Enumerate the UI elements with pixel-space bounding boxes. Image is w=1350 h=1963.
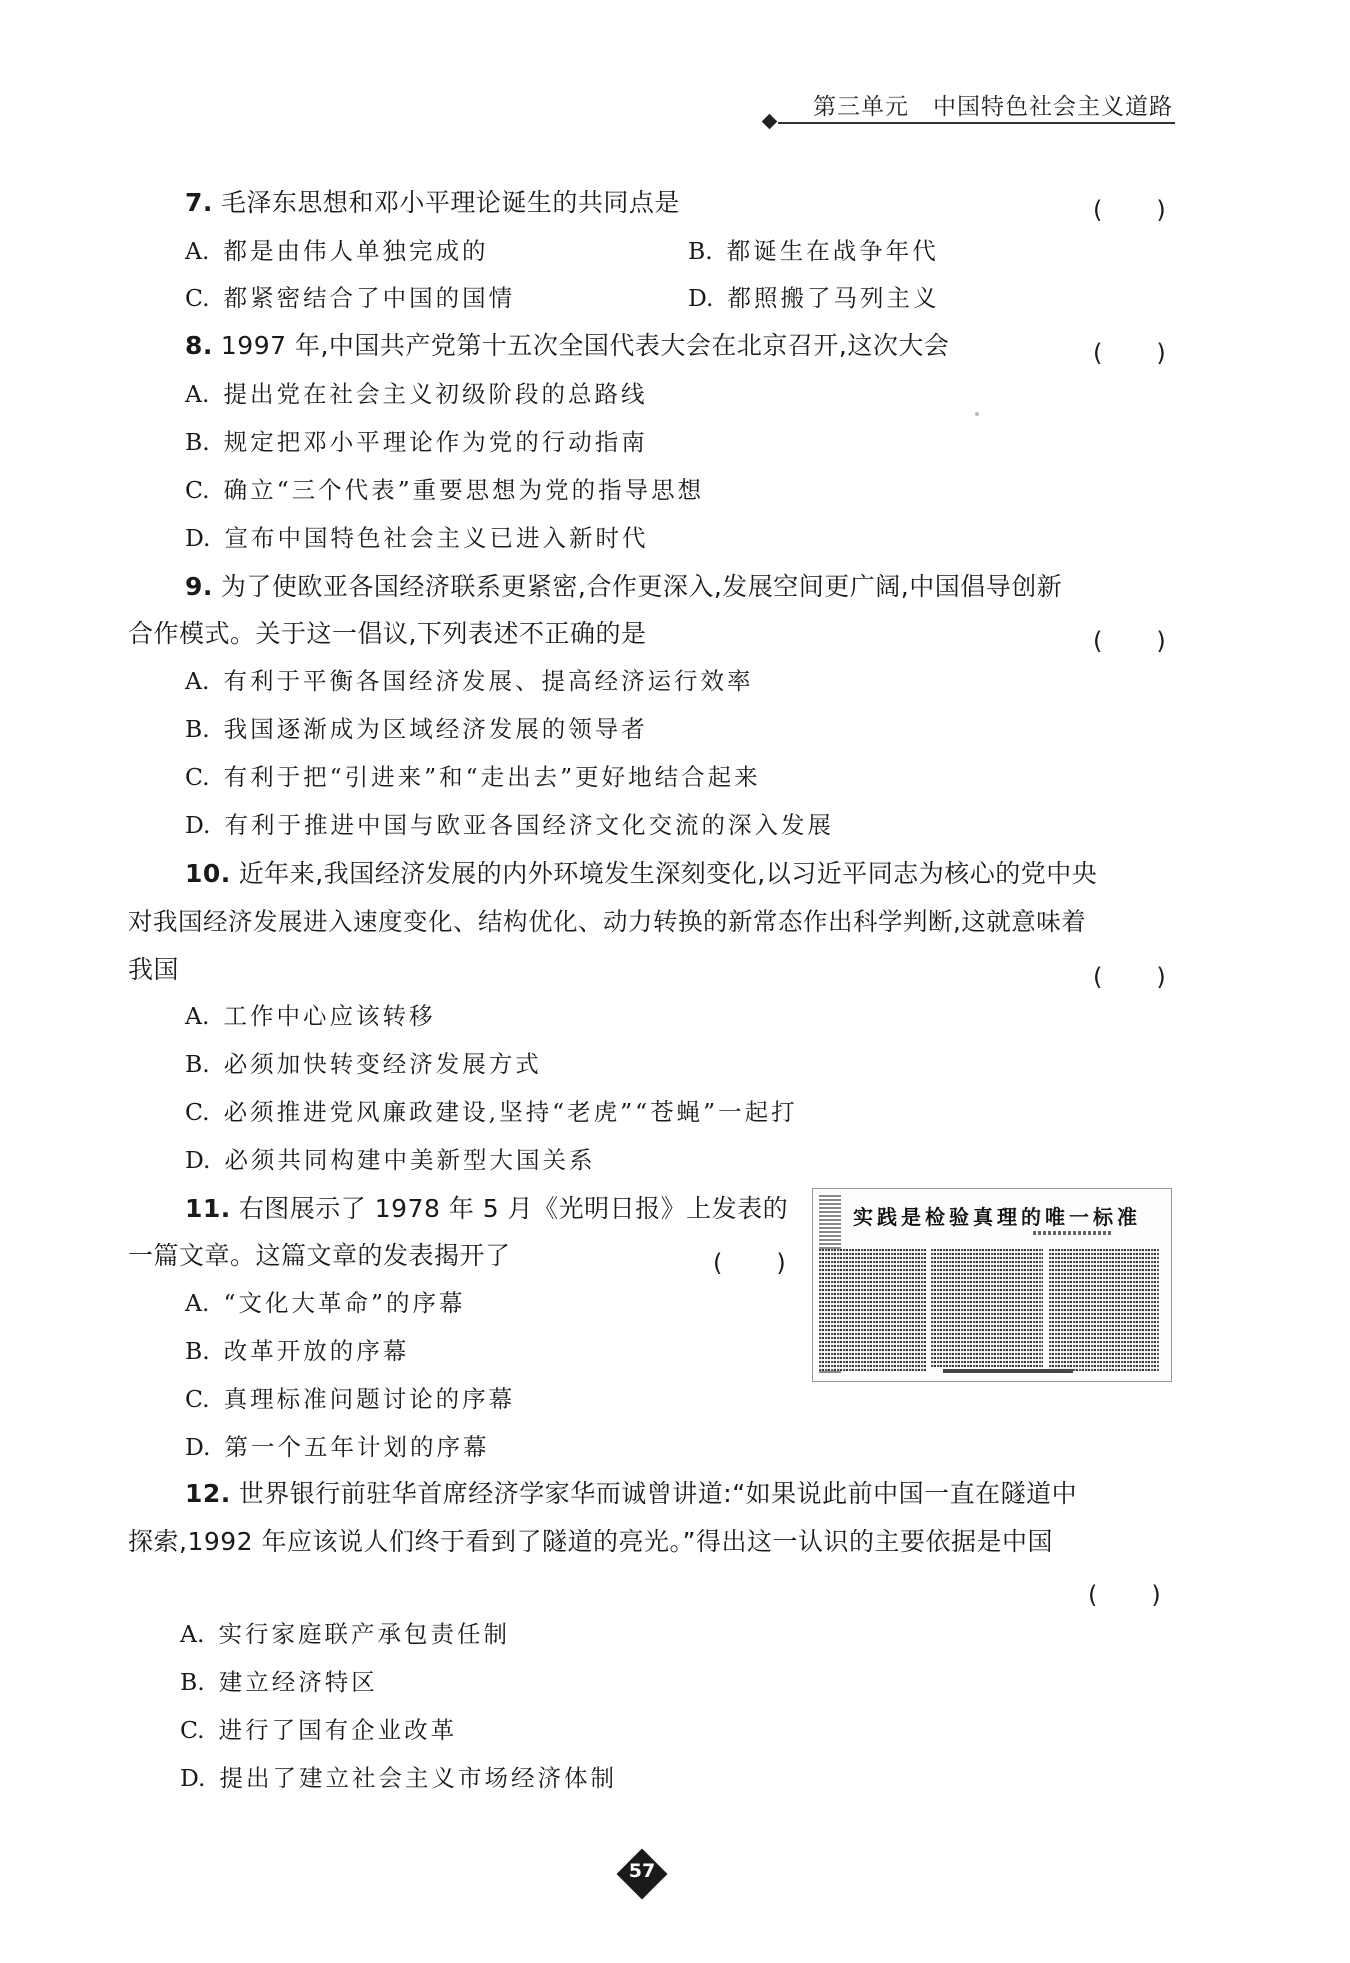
option-label: C. [180, 1716, 205, 1744]
question-number: 7. [185, 188, 213, 217]
option-label: D. [185, 524, 211, 552]
option-label: C. [185, 284, 210, 312]
option-a[interactable] [185, 380, 647, 408]
question-number: 9. [185, 572, 213, 601]
option-d[interactable] [185, 1433, 489, 1461]
option-b[interactable] [688, 237, 939, 265]
question-12-stem [185, 1479, 1077, 1509]
option-text: 第一个五年计划的序幕 [224, 1433, 490, 1461]
option-a[interactable] [185, 1289, 465, 1317]
option-text: 规定把邓小平理论作为党的行动指南 [223, 428, 648, 456]
option-label: A. [185, 1289, 210, 1317]
question-number: 12. [185, 1479, 231, 1508]
option-label: C. [185, 476, 210, 504]
option-label: D. [185, 1146, 211, 1174]
option-label: C. [185, 1098, 210, 1126]
option-text: 提出党在社会主义初级阶段的总路线 [223, 380, 648, 408]
stem-text: 世界银行前驻华首席经济学家华而诚曾讲道:“如果说此前中国一直在隧道中 [238, 1479, 1078, 1508]
option-text: 真理标准问题讨论的序幕 [223, 1385, 516, 1413]
option-label: A. [185, 237, 210, 265]
newspaper-column [1049, 1249, 1159, 1371]
newspaper-column [819, 1249, 927, 1371]
option-b[interactable] [185, 1050, 542, 1078]
option-c[interactable] [180, 1716, 457, 1744]
option-text: 进行了国有企业改革 [218, 1716, 458, 1744]
question-11-stem-line2: 一篇文章。这篇文章的发表揭开了 [128, 1241, 511, 1270]
option-text: 提出了建立社会主义市场经济体制 [219, 1764, 617, 1792]
option-text: 都照搬了马列主义 [727, 284, 940, 312]
option-d[interactable] [180, 1764, 617, 1792]
header-rule [778, 122, 1175, 124]
option-text: 必须推进党风廉政建设,坚持“老虎”“苍蝇”一起打 [223, 1098, 798, 1126]
option-label: A. [185, 667, 210, 695]
option-text: 改革开放的序幕 [223, 1337, 410, 1365]
option-b[interactable] [185, 715, 648, 743]
stem-text: 1997 年,中国共产党第十五次全国代表大会在北京召开,这次大会 [220, 331, 950, 360]
question-12-stem-line2: 探索,1992 年应该说人们终于看到了隧道的亮光。”得出这一认识的主要依据是中国 [128, 1527, 1053, 1556]
newspaper-headline: 实践是检验真理的唯一标准 [853, 1205, 1141, 1229]
option-d[interactable] [185, 811, 834, 839]
question-7-stem [185, 188, 680, 218]
option-label: A. [180, 1620, 205, 1648]
question-10-stem-line3: 我国 [128, 955, 180, 984]
option-a[interactable] [185, 667, 753, 695]
question-9-stem [185, 572, 1062, 602]
stem-text: 右图展示了 1978 年 5 月《光明日报》上发表的 [238, 1194, 789, 1223]
question-number: 8. [185, 331, 213, 360]
option-label: B. [185, 1050, 210, 1078]
option-d[interactable] [185, 524, 648, 552]
newspaper-footer [943, 1369, 1073, 1373]
stem-text: 毛泽东思想和邓小平理论诞生的共同点是 [220, 188, 680, 217]
question-number: 10. [185, 859, 231, 888]
option-c[interactable] [185, 1385, 515, 1413]
option-a[interactable] [180, 1620, 510, 1648]
option-b[interactable] [185, 1337, 409, 1365]
option-label: C. [185, 1385, 210, 1413]
answer-blank[interactable]: ( ) [1093, 196, 1168, 224]
option-a[interactable] [185, 237, 488, 265]
option-text: 都紧密结合了中国的国情 [223, 284, 516, 312]
option-text: 我国逐渐成为区域经济发展的领导者 [223, 715, 648, 743]
option-label: D. [688, 284, 714, 312]
question-10-stem-line2: 对我国经济发展进入速度变化、结构优化、动力转换的新常态作出科学判断,这就意味着 [128, 907, 1087, 936]
question-11-stem [185, 1194, 788, 1224]
question-9-stem-line2: 合作模式。关于这一倡议,下列表述不正确的是 [128, 619, 647, 648]
answer-blank[interactable]: ( ) [1093, 963, 1168, 991]
option-label: B. [688, 237, 713, 265]
option-text: 有利于平衡各国经济发展、提高经济运行效率 [223, 667, 754, 695]
page-header [760, 88, 1175, 122]
option-text: 都是由伟人单独完成的 [223, 237, 489, 265]
answer-blank[interactable]: ( ) [1088, 1581, 1163, 1609]
answer-blank[interactable]: ( ) [713, 1249, 788, 1277]
option-a[interactable] [185, 1002, 435, 1030]
option-text: 实行家庭联产承包责任制 [218, 1620, 510, 1648]
option-text: 有利于把“引进来”和“走出去”更好地结合起来 [223, 763, 761, 791]
newspaper-column [931, 1249, 1043, 1367]
option-label: D. [185, 1433, 211, 1461]
question-number: 11. [185, 1194, 231, 1223]
option-c[interactable] [185, 284, 515, 312]
page-number-badge [616, 1848, 668, 1900]
option-text: 有利于推进中国与欧亚各国经济文化交流的深入发展 [224, 811, 834, 839]
page-number: 57 [628, 1860, 656, 1882]
option-label: A. [185, 1002, 210, 1030]
diamond-icon [762, 114, 778, 130]
option-c[interactable] [185, 763, 761, 791]
option-b[interactable] [180, 1668, 378, 1696]
option-b[interactable] [185, 428, 648, 456]
question-8-stem [185, 331, 949, 361]
option-label: B. [185, 428, 210, 456]
option-text: 工作中心应该转移 [223, 1002, 436, 1030]
option-label: D. [185, 811, 211, 839]
option-c[interactable] [185, 476, 704, 504]
stem-text: 近年来,我国经济发展的内外环境发生深刻变化,以习近平同志为核心的党中央 [238, 859, 1098, 888]
option-text: 宣布中国特色社会主义已进入新时代 [224, 524, 649, 552]
option-label: B. [185, 715, 210, 743]
stem-text: 为了使欧亚各国经济联系更紧密,合作更深入,发展空间更广阔,中国倡导创新 [220, 572, 1063, 601]
newspaper-image [812, 1188, 1172, 1382]
newspaper-byline [1033, 1231, 1113, 1235]
option-text: 必须加快转变经济发展方式 [223, 1050, 542, 1078]
option-label: A. [185, 380, 210, 408]
option-label: D. [180, 1764, 206, 1792]
option-d[interactable] [688, 284, 939, 312]
answer-blank[interactable]: ( ) [1093, 339, 1168, 367]
question-10-stem [185, 859, 1097, 889]
option-label: B. [185, 1337, 210, 1365]
option-text: 建立经济特区 [218, 1668, 378, 1696]
option-c[interactable] [185, 1098, 798, 1126]
scan-speck [975, 412, 979, 416]
option-text: 必须共同构建中美新型大国关系 [224, 1146, 596, 1174]
option-label: B. [180, 1668, 205, 1696]
option-text: 都诞生在战争年代 [726, 237, 939, 265]
option-label: C. [185, 763, 210, 791]
answer-blank[interactable]: ( ) [1093, 627, 1168, 655]
option-d[interactable] [185, 1146, 595, 1174]
option-text: 确立“三个代表”重要思想为党的指导思想 [223, 476, 705, 504]
option-text: “文化大革命”的序幕 [223, 1289, 466, 1317]
unit-title: 第三单元 中国特色社会主义道路 [813, 94, 1173, 120]
